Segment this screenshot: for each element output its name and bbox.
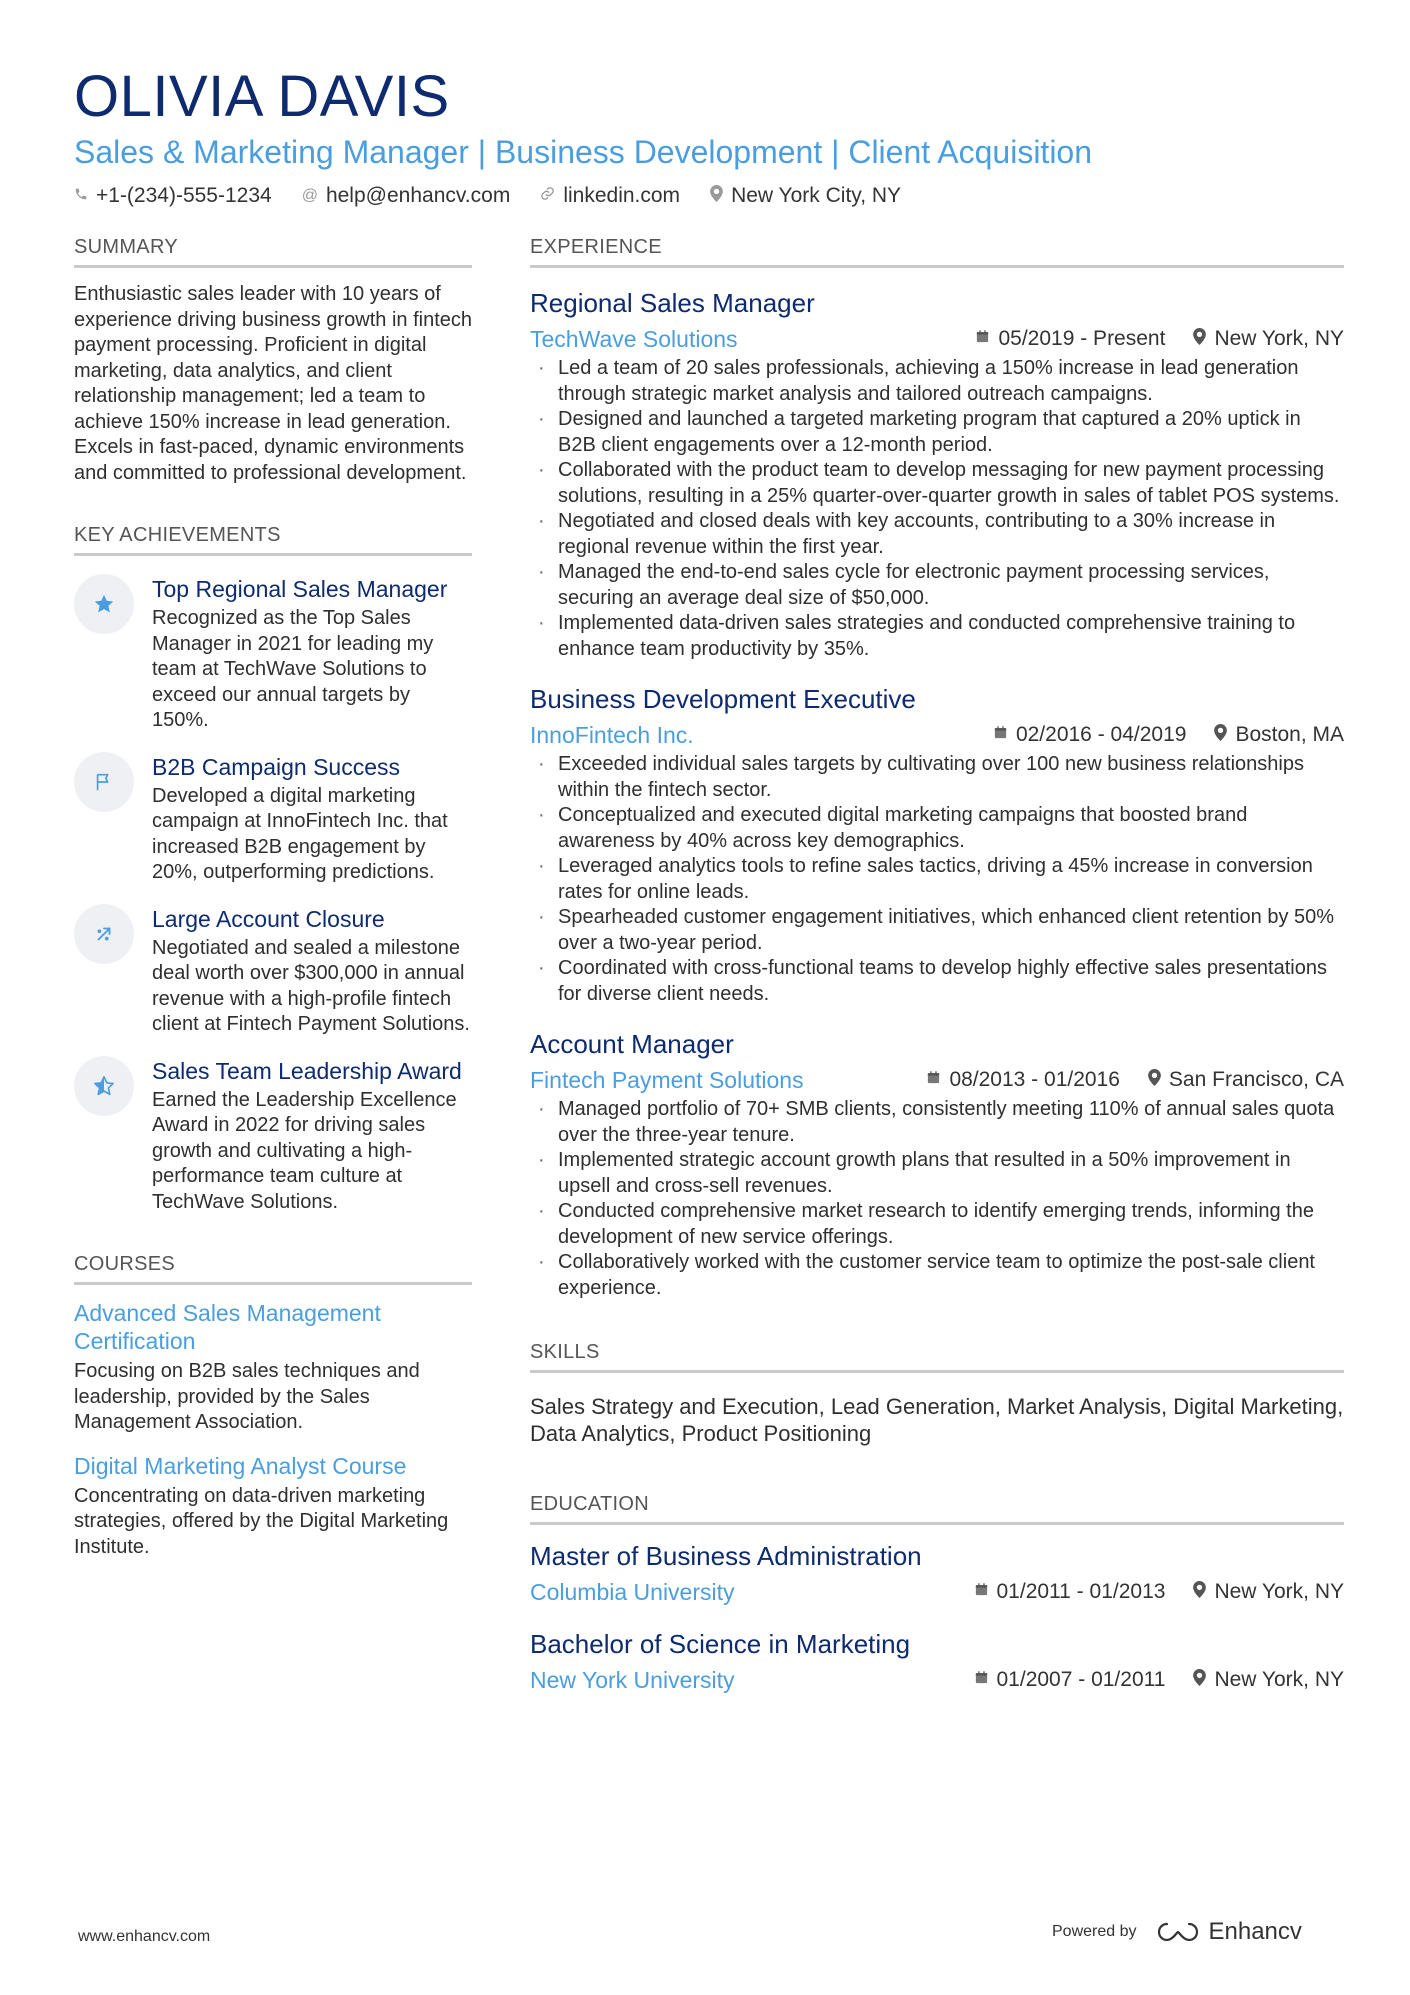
candidate-name: OLIVIA DAVIS <box>74 64 450 129</box>
school-name: Columbia University <box>530 1579 735 1605</box>
star-icon <box>74 574 134 634</box>
education-heading: EDUCATION <box>530 1493 1344 1525</box>
job-dates: 05/2019 - Present <box>998 327 1166 350</box>
education-entry <box>530 1539 1344 1607</box>
headline: Sales & Marketing Manager | Business Development | Client Acquisition <box>74 134 1093 170</box>
footer-website[interactable]: www.enhancv.com <box>78 1928 211 1945</box>
job-title: Account Manager <box>530 1029 734 1059</box>
contact-phone[interactable] <box>74 184 272 208</box>
achievements-heading: KEY ACHIEVEMENTS <box>74 524 472 556</box>
course-item <box>74 1452 472 1561</box>
at-icon: @ <box>301 187 318 204</box>
bullet-item: · Led a team of 20 sales professionals, achieving a 150% increase in lead generation through strategic market analysis and tailored outreach campaigns. <box>530 356 1344 407</box>
courses-heading: COURSES <box>74 1253 472 1285</box>
calendar-icon <box>974 1582 989 1602</box>
education-location: New York, NY <box>1214 1668 1344 1691</box>
achievement-item <box>74 904 472 1038</box>
bullet-item: · Collaboratively worked with the customer service team to optimize the post-sale client experience. <box>530 1250 1344 1301</box>
contact-location <box>710 184 901 208</box>
bullet-item: · Managed portfolio of 70+ SMB clients, consistently meeting 110% of annual sales quota over the three-year tenure. <box>530 1097 1344 1148</box>
course-title: Digital Marketing Analyst Course <box>74 1452 407 1479</box>
course-item <box>74 1299 472 1436</box>
job-location: San Francisco, CA <box>1168 1068 1344 1091</box>
achievement-title: Large Account Closure <box>152 905 385 932</box>
location-pin-icon <box>1148 1069 1161 1091</box>
brand-name: Enhancv <box>1208 1918 1302 1945</box>
summary-heading: SUMMARY <box>74 236 472 268</box>
bullet-item: · Collaborated with the product team to develop messaging for new payment processing solutions, resulting in a 25% quarter-over-quarter growth in sales of tablet POS systems. <box>530 458 1344 509</box>
company-name: Fintech Payment Solutions <box>530 1067 804 1093</box>
achievement-title: Sales Team Leadership Award <box>152 1057 462 1084</box>
achievement-item <box>74 752 472 886</box>
bullet-item: · Leveraged analytics tools to refine sales tactics, driving a 45% increase in conversion rates for online leads. <box>530 854 1344 905</box>
right-column <box>530 236 1344 1695</box>
achievement-desc: Earned the Leadership Excellence Award in 2022 for driving sales growth and cultivating a high-performance team culture at TechWave Solutions. <box>152 1088 457 1213</box>
course-desc: Focusing on B2B sales techniques and leadership, provided by the Sales Management Association. <box>74 1360 420 1433</box>
degree-title: Bachelor of Science in Marketing <box>530 1629 911 1659</box>
school-name: New York University <box>530 1667 735 1693</box>
infinity-logo-icon <box>1155 1920 1201 1944</box>
company-name: InnoFintech Inc. <box>530 722 694 748</box>
location-pin-icon <box>1193 328 1206 350</box>
degree-title: Master of Business Administration <box>530 1541 922 1571</box>
powered-by-text: Powered by <box>1052 1923 1137 1940</box>
achievement-item <box>74 1056 472 1216</box>
star-half-icon <box>74 1056 134 1116</box>
course-title: Advanced Sales Management Certification <box>74 1300 381 1354</box>
skills-text: Sales Strategy and Execution, Lead Generation, Market Analysis, Digital Marketing, Data Analytics, Product Positioning <box>530 1394 1344 1446</box>
job-location: New York, NY <box>1214 327 1344 350</box>
experience-entry <box>530 1027 1344 1301</box>
achievement-title: Top Regional Sales Manager <box>152 576 448 602</box>
achievement-desc: Recognized as the Top Sales Manager in 2021 for leading my team at TechWave Solutions to exceed our annual targets by 150%. <box>152 607 434 731</box>
education-entry <box>530 1627 1344 1695</box>
bullet-item: · Negotiated and closed deals with key accounts, contributing to a 30% increase in regional revenue within the first year. <box>530 509 1344 560</box>
bullet-item: · Conceptualized and executed digital marketing campaigns that boosted brand awareness by 40% across key demographics. <box>530 803 1344 854</box>
percent-arrow-icon <box>74 904 134 964</box>
achievement-desc: Negotiated and sealed a milestone deal worth over $300,000 in annual revenue with a high-profile fintech client at Fintech Payment Solutions. <box>152 936 470 1035</box>
company-name: TechWave Solutions <box>530 326 738 352</box>
location-pin-icon <box>710 185 723 207</box>
bullet-item: · Coordinated with cross-functional teams to develop highly effective sales presentations for diverse client needs. <box>530 956 1344 1007</box>
calendar-icon <box>993 725 1008 745</box>
contact-phone-text: +1-(234)-555-1234 <box>96 184 272 207</box>
contact-row <box>74 184 1344 208</box>
job-title: Regional Sales Manager <box>530 288 815 318</box>
calendar-icon <box>974 1670 989 1690</box>
education-dates: 01/2011 - 01/2013 <box>996 1580 1166 1603</box>
achievement-desc: Developed a digital marketing campaign at InnoFintech Inc. that increased B2B engagement by 20%, outperforming predictions. <box>152 784 448 883</box>
contact-location-text: New York City, NY <box>731 184 902 207</box>
bullet-item: · Spearheaded customer engagement initiatives, which enhanced client retention by 50% over a two-year period. <box>530 905 1344 956</box>
resume-header <box>74 64 1344 208</box>
experience-entry <box>530 286 1344 662</box>
bullet-item: · Managed the end-to-end sales cycle for electronic payment processing services, securing an average deal size of $50,000. <box>530 560 1344 611</box>
achievement-title: B2B Campaign Success <box>152 753 401 780</box>
bullet-item: · Implemented strategic account growth plans that resulted in a 50% improvement in upsell and cross-sell revenues. <box>530 1148 1344 1199</box>
experience-entry <box>530 682 1344 1007</box>
contact-linkedin-text: linkedin.com <box>563 184 681 207</box>
job-title: Business Development Executive <box>530 684 916 714</box>
achievement-item <box>74 574 472 734</box>
calendar-icon <box>926 1070 941 1090</box>
contact-linkedin[interactable] <box>540 184 680 208</box>
footer-brand[interactable] <box>1052 1918 1302 1946</box>
contact-email[interactable] <box>302 184 511 208</box>
location-pin-icon <box>1193 1581 1206 1603</box>
contact-email-text: help@enhancv.com <box>325 184 511 207</box>
experience-heading: EXPERIENCE <box>530 236 1344 268</box>
job-dates: 08/2013 - 01/2016 <box>949 1068 1120 1091</box>
job-location: Boston, MA <box>1235 723 1344 746</box>
job-bullets <box>530 1097 1344 1301</box>
brand-logo <box>1155 1918 1302 1946</box>
education-dates: 01/2007 - 01/2011 <box>996 1668 1166 1691</box>
flag-icon <box>74 752 134 812</box>
calendar-icon <box>975 329 990 349</box>
bullet-item: · Conducted comprehensive market research to identify emerging trends, informing the development of new service offerings. <box>530 1199 1344 1250</box>
course-desc: Concentrating on data-driven marketing strategies, offered by the Digital Marketing Institute. <box>74 1484 449 1558</box>
left-column <box>74 236 472 1560</box>
bullet-item: · Implemented data-driven sales strategies and conducted comprehensive training to enhance team productivity by 35%. <box>530 611 1344 662</box>
phone-icon <box>74 187 88 206</box>
location-pin-icon <box>1193 1669 1206 1691</box>
location-pin-icon <box>1214 724 1227 746</box>
job-dates: 02/2016 - 04/2019 <box>1015 723 1187 746</box>
education-location: New York, NY <box>1214 1580 1344 1603</box>
skills-heading: SKILLS <box>530 1341 1344 1373</box>
job-bullets <box>530 752 1344 1007</box>
bullet-item: · Exceeded individual sales targets by cultivating over 100 new business relationships within the fintech sector. <box>530 752 1344 803</box>
bullet-item: · Designed and launched a targeted marketing program that captured a 20% uptick in B2B client engagements over a 12-month period. <box>530 407 1344 458</box>
job-bullets <box>530 356 1344 662</box>
link-icon <box>540 186 555 206</box>
summary-text: Enthusiastic sales leader with 10 years of experience driving business growth in fintech payment processing. Proficient in digital marketing, data analytics, and client relationship management; led a team to achieve 150% increase in lead generation. Excels in fast-paced, dynamic environments and committed to professional development. <box>74 283 472 484</box>
